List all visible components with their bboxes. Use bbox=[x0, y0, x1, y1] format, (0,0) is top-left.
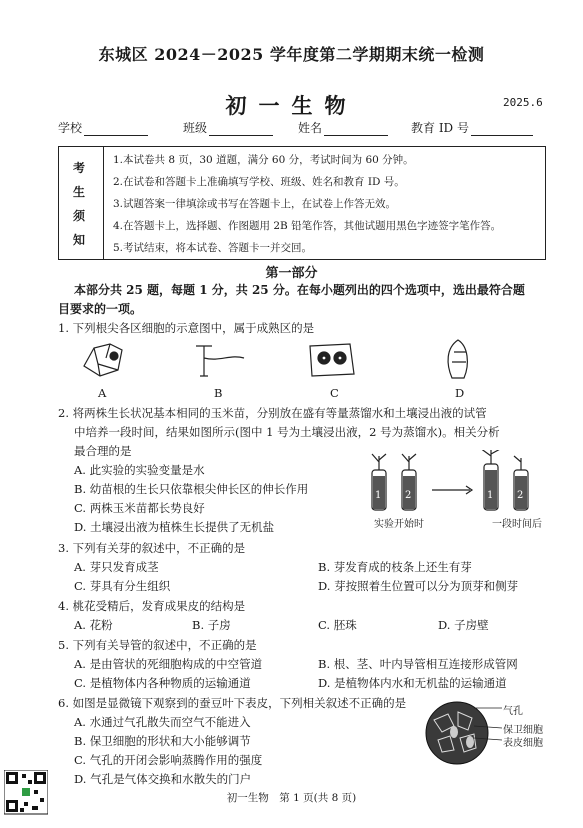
cell-b-icon bbox=[196, 346, 244, 376]
q2-option-c: C. 两株玉米苗都长势良好 bbox=[74, 501, 205, 515]
q5-option-a: A. 是由管状的死细胞构成的中空管道 bbox=[74, 657, 263, 671]
q4-option-b: B. 子房 bbox=[192, 618, 231, 632]
notice-heading-char: 知 bbox=[73, 233, 86, 247]
label-stoma: 气孔 bbox=[503, 706, 523, 717]
question-2-stem-line2: 中培养一段时间，结果如图所示(图中 1 号为土壤浸出液，2 号为蒸馏水)。相关分析 bbox=[74, 425, 500, 439]
part-intro-line2: 目要求的一项。 bbox=[58, 302, 143, 316]
edu-id-field bbox=[411, 119, 533, 136]
q1-label-b: B bbox=[214, 386, 223, 400]
notice-heading-char: 须 bbox=[73, 209, 86, 223]
exam-title: 东城区 2024－2025 学年度第二学期期末统一检测 bbox=[98, 45, 485, 64]
tube-number: 2 bbox=[405, 490, 412, 501]
label-guard-cell: 保卫细胞 bbox=[503, 725, 543, 736]
tube-number: 1 bbox=[487, 490, 494, 501]
class-label: 班级 bbox=[183, 121, 208, 135]
qr-code-icon bbox=[4, 770, 48, 822]
name-field bbox=[298, 119, 388, 136]
name-label: 姓名 bbox=[298, 121, 323, 135]
tube-number: 1 bbox=[375, 490, 382, 501]
q1-label-c: C bbox=[330, 386, 339, 400]
q6-option-a: A. 水通过气孔散失而空气不能进入 bbox=[74, 715, 251, 729]
caption-start: 实验开始时 bbox=[374, 519, 424, 530]
root-cells-figure bbox=[80, 336, 500, 388]
edu-id-label: 教育 ID 号 bbox=[411, 121, 469, 135]
question-3-stem: 3. 下列有关芽的叙述中，不正确的是 bbox=[58, 541, 246, 555]
q5-option-c: C. 是植物体内各种物质的运输通道 bbox=[74, 676, 251, 690]
notice-heading-char: 生 bbox=[73, 185, 86, 199]
cell-d-icon bbox=[448, 340, 467, 378]
notice-item: 4.在答题卡上，选择题、作图题用 2B 铅笔作答，其他试题用黑色字迹签字笔作答。 bbox=[113, 220, 502, 232]
q6-option-b: B. 保卫细胞的形状和大小能够调节 bbox=[74, 734, 251, 748]
q1-label-a: A bbox=[98, 386, 107, 400]
question-1-stem: 1. 下列根尖各区细胞的示意图中，属于成熟区的是 bbox=[58, 321, 315, 335]
q4-option-a: A. 花粉 bbox=[74, 618, 113, 632]
notice-item: 3.试题答案一律填涂或书写在答题卡上，在试卷上作答无效。 bbox=[113, 198, 397, 210]
label-pointer-lines bbox=[474, 706, 504, 746]
notice-item: 1.本试卷共 8 页，30 道题，满分 60 分，考试时间为 60 分钟。 bbox=[113, 154, 414, 166]
cell-a-icon bbox=[84, 344, 122, 376]
question-5-stem: 5. 下列有关导管的叙述中，不正确的是 bbox=[58, 638, 257, 652]
q5-option-d: D. 是植物体内水和无机盐的运输通道 bbox=[318, 676, 507, 690]
school-field bbox=[58, 119, 148, 136]
q6-option-c: C. 气孔的开闭会影响蒸腾作用的强度 bbox=[74, 753, 263, 767]
school-label: 学校 bbox=[58, 121, 83, 135]
label-epidermal-cell: 表皮细胞 bbox=[503, 738, 543, 749]
q3-option-d: D. 芽按照着生位置可以分为顶芽和侧芽 bbox=[318, 579, 519, 593]
cell-c-icon bbox=[310, 344, 354, 376]
page-footer: 初一生物 第 1 页(共 8 页) bbox=[226, 792, 357, 804]
notice-heading-char: 考 bbox=[73, 161, 86, 175]
question-2-stem-line3: 最合理的是 bbox=[74, 444, 132, 458]
notice-item: 2.在试卷和答题卡上准确填写学校、班级、姓名和教育 ID 号。 bbox=[113, 176, 405, 188]
question-6-stem: 6. 如图是显微镜下观察到的蚕豆叶下表皮，下列相关叙述不正确的是 bbox=[58, 696, 407, 710]
notice-heading bbox=[59, 147, 104, 259]
q2-option-b: B. 幼苗根的生长只依靠根尖伸长区的伸长作用 bbox=[74, 482, 309, 496]
question-2-stem-line1: 2. 将两株生长状况基本相同的玉米苗，分别放在盛有等量蒸馏水和土壤浸出液的试管 bbox=[58, 406, 487, 420]
part-intro-line1: 本部分共 25 题，每题 1 分，共 25 分。在每小题列出的四个选项中，选出最符合题 bbox=[74, 283, 525, 297]
notice-box bbox=[58, 146, 546, 260]
school-blank[interactable] bbox=[84, 123, 148, 136]
exam-date: 2025.6 bbox=[503, 96, 543, 109]
q4-option-c: C. 胚珠 bbox=[318, 618, 357, 632]
caption-end: 一段时间后 bbox=[492, 519, 542, 530]
q4-option-d: D. 子房壁 bbox=[438, 618, 489, 632]
q3-option-c: C. 芽具有分生组织 bbox=[74, 579, 171, 593]
q6-option-d: D. 气孔是气体交换和水散失的门户 bbox=[74, 772, 252, 786]
q5-option-b: B. 根、茎、叶内导管相互连接形成管网 bbox=[318, 657, 518, 671]
class-blank[interactable] bbox=[209, 123, 273, 136]
q3-option-b: B. 芽发育成的枝条上还生有芽 bbox=[318, 560, 472, 574]
question-4-stem: 4. 桃花受精后，发育成果皮的结构是 bbox=[58, 599, 246, 613]
q1-label-d: D bbox=[455, 386, 465, 400]
q2-option-d: D. 土壤浸出液为植株生长提供了无机盐 bbox=[74, 520, 275, 534]
q3-option-a: A. 芽只发育成茎 bbox=[74, 560, 159, 574]
class-field bbox=[183, 119, 273, 136]
test-tube-figure bbox=[362, 450, 552, 512]
name-blank[interactable] bbox=[324, 123, 388, 136]
tube-number: 2 bbox=[517, 490, 524, 501]
part-title: 第一部分 bbox=[265, 266, 318, 281]
subject-title: 初一生物 bbox=[225, 93, 358, 118]
notice-item: 5.考试结束，将本试卷、答题卡一并交回。 bbox=[113, 242, 313, 254]
edu-id-blank[interactable] bbox=[471, 123, 533, 136]
q2-option-a: A. 此实验的实验变量是水 bbox=[74, 463, 205, 477]
